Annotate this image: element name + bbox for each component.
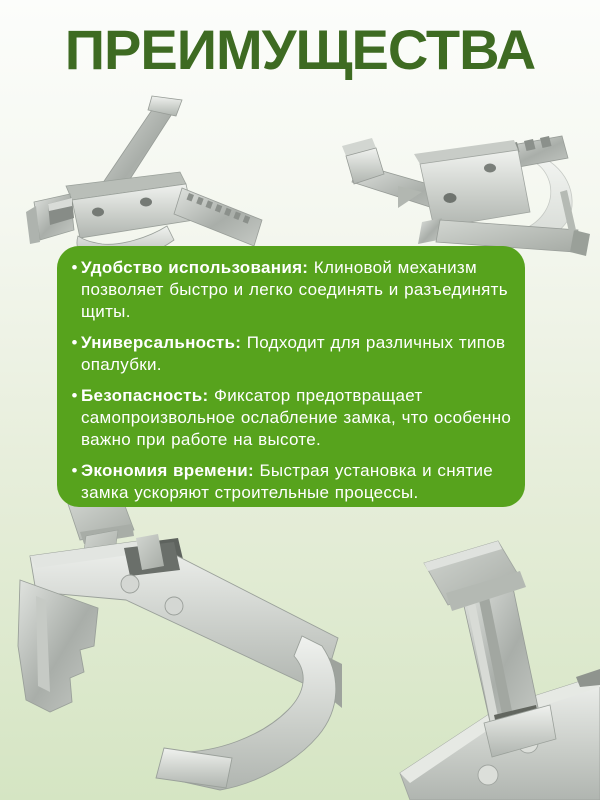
bullet-dot: • xyxy=(71,461,78,480)
advantage-item xyxy=(68,332,513,376)
advantage-label: Универсальность: xyxy=(81,333,242,352)
advantage-body: Подходит для различных типов опалубки. xyxy=(81,333,506,374)
rivet xyxy=(121,575,139,593)
advantage-label: Экономия времени: xyxy=(81,461,254,480)
side-plate xyxy=(18,580,98,712)
clamp-photo-bottom-left xyxy=(6,496,342,796)
serrated-rack xyxy=(174,188,262,246)
advantage-item xyxy=(68,257,513,323)
advantage-body: Быстрая установка и снятие замка ускоряют строительные процессы. xyxy=(81,461,494,502)
advantage-item xyxy=(68,460,513,504)
clamp-photo-top-left xyxy=(14,94,264,262)
bullet-dot: • xyxy=(71,258,78,277)
advantage-label: Удобство использования: xyxy=(81,258,309,277)
advantage-body: Клиновой механизм позволяет быстро и легко соединять и разъединять щиты. xyxy=(81,258,508,321)
clamp-photo-top-right xyxy=(338,134,600,262)
advantage-text xyxy=(81,460,513,504)
advantage-label: Безопасность: xyxy=(81,386,209,405)
advantages-card xyxy=(57,246,525,507)
rivet xyxy=(478,765,498,785)
advantage-body: Фиксатор предотвращает самопроизвольное ослабление замка, что особенно важно при работе на высоте. xyxy=(81,386,512,449)
advantage-text xyxy=(81,257,513,323)
clamp-photo-bottom-right xyxy=(380,535,600,800)
bullet-dot: • xyxy=(71,333,78,352)
bullet-dot: • xyxy=(71,386,78,405)
wedge-pin xyxy=(424,541,540,731)
page-title: ПРЕИМУЩЕСТВА xyxy=(64,18,536,81)
rivet xyxy=(165,597,183,615)
advantage-text xyxy=(81,332,513,376)
advantage-text xyxy=(81,385,513,451)
advantage-item xyxy=(68,385,513,451)
